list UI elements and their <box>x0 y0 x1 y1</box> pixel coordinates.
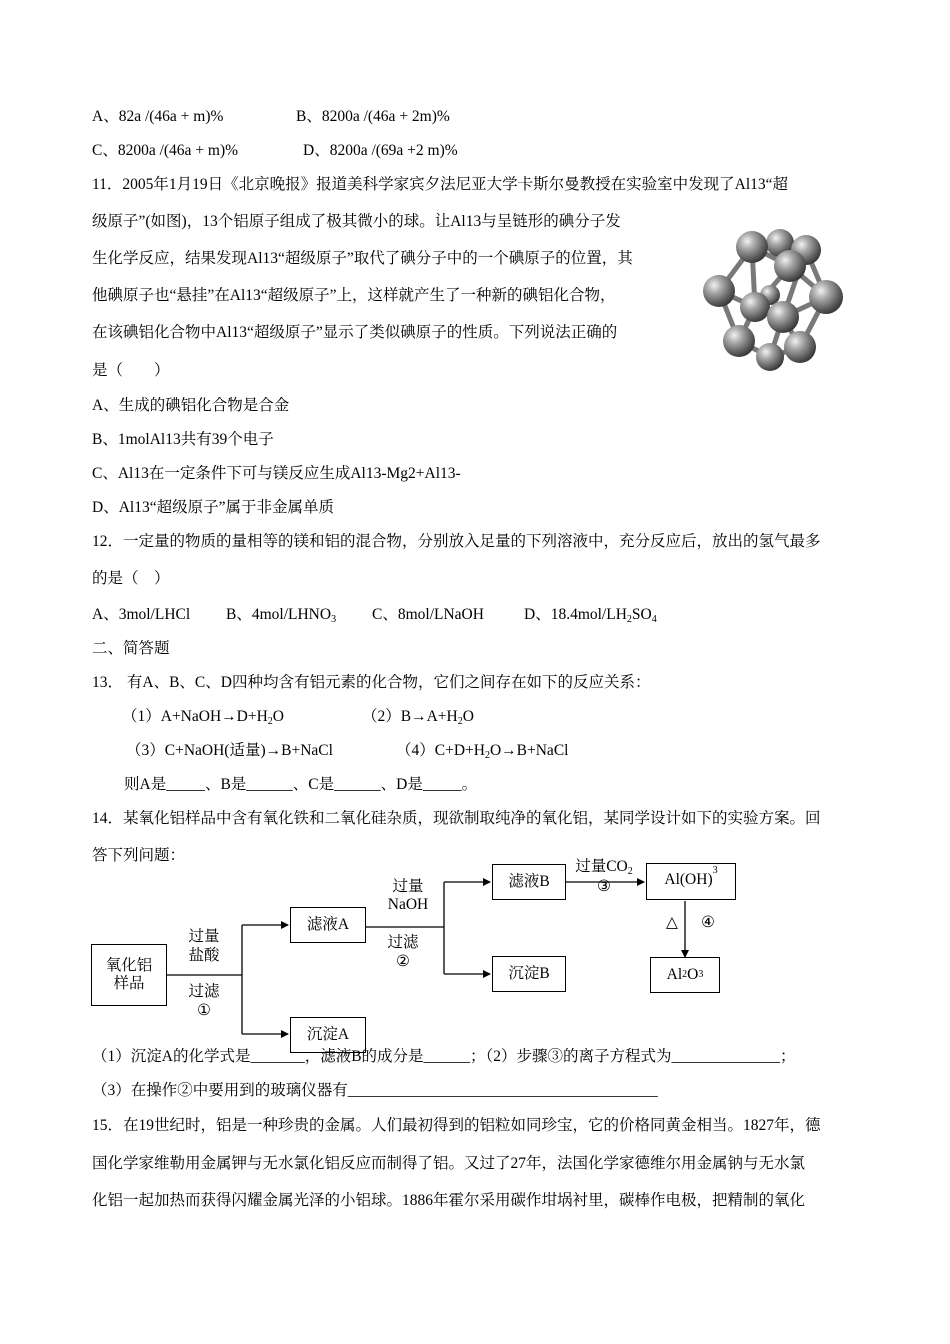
q11-line-4: 他碘原子也“悬挂”在Al13“超级原子”上，这样就产生了一种新的碘铝化合物， <box>92 287 616 304</box>
precipitate-b-box: 沉淀B <box>492 956 566 992</box>
filter-step-2-number: ② <box>396 953 410 970</box>
q14-line-1: 14．某氧化铝样品中含有氧化铁和二氧化硅杂质，现欲制取纯净的氧化铝，某同学设计如下的实验方案。回 <box>92 810 821 827</box>
precipitate-a-box: 沉淀A <box>290 1017 366 1053</box>
filter-step-1-label: 过滤 <box>188 983 220 1000</box>
reagent-hcl-1: 过量 <box>188 928 220 945</box>
q14-line-2: 答下列问题： <box>92 847 186 864</box>
q12-option-a: A、3mol/LHCl <box>92 606 191 623</box>
reagent-naoh-1: 过量 <box>392 878 424 895</box>
q11-line-5: 在该碘铝化合物中Al13“超级原子”显示了类似碘原子的性质。下列说法正确的 <box>92 324 618 341</box>
q13-reaction-1: $(1)A+NaOH\to D+H_2O$ <box>122 708 284 727</box>
reagent-naoh-2: NaOH <box>387 896 429 913</box>
q13-reaction-4: $(4)C+D+H_2O\to B+NaCl$ <box>396 742 569 761</box>
step-4-number: ④ <box>701 914 715 931</box>
q11-option-b: B、1molAl13共有39个电子 <box>92 431 274 448</box>
q11-option-a: A、生成的碘铝化合物是合金 <box>92 397 290 414</box>
step-3-number: ③ <box>597 878 611 895</box>
filtrate-b-box: 滤液B <box>492 864 566 900</box>
q15-line-1: 15．在19世纪时，铝是一种珍贵的金属。人们最初得到的铝粒如同珍宝，它的价格同黄金相当。1827年，德 <box>92 1117 821 1134</box>
q13-reaction-2: $(2)B\to A+H_2O$ <box>362 708 474 727</box>
q13-answer-line: 则A是_____、B是______、C是______、D是_____。 <box>124 776 478 793</box>
q12-line-2: 的是（ ） <box>92 570 170 587</box>
q14-question-3: （3）在操作②中要用到的玻璃仪器有________________________________________ <box>92 1082 658 1099</box>
q11-option-d: D、Al13“超级原子”属于非金属单质 <box>92 499 334 516</box>
q15-line-2: 国化学家维勒用金属钾与无水氯化铝反应而制得了铝。又过了27年，法国化学家德维尔用金属钠与无水氯 <box>92 1155 806 1172</box>
filter-step-2-label: 过滤 <box>387 934 419 951</box>
aluminum-hydroxide-box: Al(OH) 3 <box>646 863 736 900</box>
q13-reaction-3: （3）C+NaOH(适量)→B+NaCl <box>126 742 333 759</box>
q11-option-c: C、Al13在一定条件下可与镁反应生成Al13-Mg2+Al13- <box>92 465 461 482</box>
q12-option-b: B、$4mol/LHNO_3$ <box>226 606 337 625</box>
q10-option-b: B、8200a /(46a + 2m)% <box>296 108 450 125</box>
q14-question-1-2: （1）沉淀A的化学式是_______，滤液B的成分是______；（2）步骤③的离子方程式为______________； <box>92 1048 796 1065</box>
q11-line-1: 11．2005年1月19日《北京晚报》报道美科学家宾夕法尼亚大学卡斯尔曼教授在实验室中发现了Al13“超 <box>92 176 789 193</box>
q10-option-d: D、8200a /(69a +2 m)% <box>303 142 458 159</box>
filter-step-1-number: ① <box>197 1002 211 1019</box>
reagent-hcl-2: 盐酸 <box>188 947 220 964</box>
q11-line-2: 级原子”(如图)，13个铝原子组成了极其微小的球。让Al13与呈链形的碘分子发 <box>92 213 621 230</box>
filtrate-a-box: 滤液A <box>290 907 366 943</box>
sample-label-2: 样品 <box>113 975 145 992</box>
sample-box <box>91 944 167 1006</box>
q12-line-1: 12．一定量的物质的量相等的镁和铝的混合物，分别放入足量的下列溶液中，充分反应后，放出的氢气最多 <box>92 533 821 550</box>
q12-option-c: C、8mol/LNaOH <box>372 606 484 623</box>
q12-option-d: D、$18.4mol/LH_2SO_4$ <box>524 606 657 625</box>
sample-label-1: 氧化铝 <box>105 957 153 974</box>
alumina-box: Al 2 O 3 <box>650 957 720 993</box>
q13-intro: 13． 有A、B、C、D四种均含有铝元素的化合物，它们之间存在如下的反应关系： <box>92 674 651 691</box>
q10-option-a: A、82a /(46a + m)% <box>92 108 224 125</box>
reagent-co2: 过量$CO_2$ <box>575 858 633 877</box>
section-heading: 二、简答题 <box>92 640 170 657</box>
q15-line-3: 化铝一起加热而获得闪耀金属光泽的小铝球。1886年霍尔采用碳作坩埚衬里，碳棒作电极，把精制的氧化 <box>92 1192 806 1209</box>
heat-symbol: △ <box>666 914 678 931</box>
q11-line-3: 生化学反应，结果发现Al13“超级原子”取代了碘分子中的一个碘原子的位置，其 <box>92 250 633 267</box>
q10-option-c: C、8200a /(46a + m)% <box>92 142 239 159</box>
q11-line-6: 是（ ） <box>92 362 170 379</box>
